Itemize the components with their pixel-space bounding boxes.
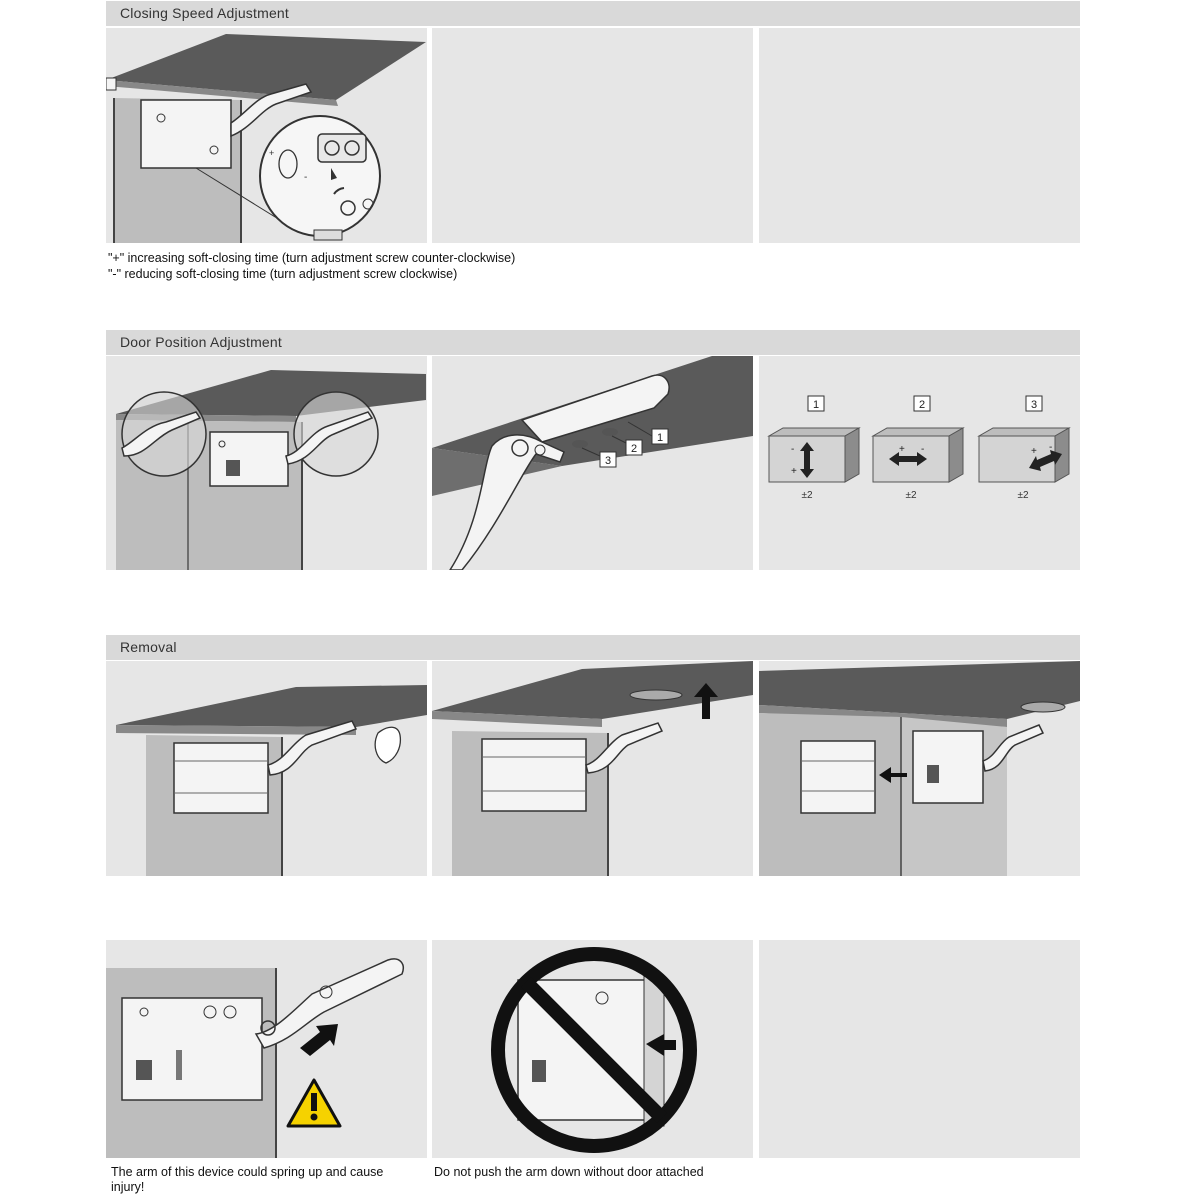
svg-text:-: - [1049,442,1053,453]
section-header-closing-speed [106,1,1080,26]
svg-text:-: - [304,172,308,183]
warning-spring-illustration [106,940,427,1158]
cube-number-2: 2 [918,399,926,411]
door-position-adjustment-cubes [759,356,1080,570]
removal-step-2 [432,661,753,876]
closing-note-plus: "+" increasing soft-closing time (turn adjustment screw counter-clockwise) [108,251,516,265]
svg-text:+: + [791,466,797,477]
empty-panel [432,28,753,243]
warning-push-note: Do not push the arm down without door attached [434,1165,704,1179]
svg-text:-: - [791,444,795,455]
cube-tolerance-3: ±2 [1017,490,1029,501]
callout-3: 3 [604,455,612,467]
svg-text:+: + [899,444,905,455]
warning-do-not-push-illustration [432,940,753,1158]
removal-step-1 [106,661,427,876]
removal-step-3 [759,661,1080,876]
section-title: Removal [120,639,177,655]
cube-tolerance-2: ±2 [905,490,917,501]
cube-number-1: 1 [812,399,820,411]
section-header-removal [106,635,1080,660]
door-position-cabinet-illustration [106,356,427,570]
section-header-door-position [106,330,1080,355]
section-title: Door Position Adjustment [120,334,282,350]
warning-spring-note: The arm of this device could spring up and cause injury! [111,1165,384,1194]
cube-number-3: 3 [1030,399,1038,411]
svg-text:+: + [1031,446,1037,457]
cube-tolerance-1: ±2 [801,490,813,501]
closing-note-minus: "-" reducing soft-closing time (turn adjustment screw clockwise) [108,267,458,281]
section-title: Closing Speed Adjustment [120,5,290,21]
svg-text:-: - [921,444,925,455]
door-position-hinge-closeup [432,356,753,570]
callout-2: 2 [630,443,638,455]
empty-panel [759,28,1080,243]
closing-speed-illustration [106,28,427,243]
callout-1: 1 [656,432,664,444]
svg-text:+: + [269,148,275,158]
empty-panel [759,940,1080,1158]
